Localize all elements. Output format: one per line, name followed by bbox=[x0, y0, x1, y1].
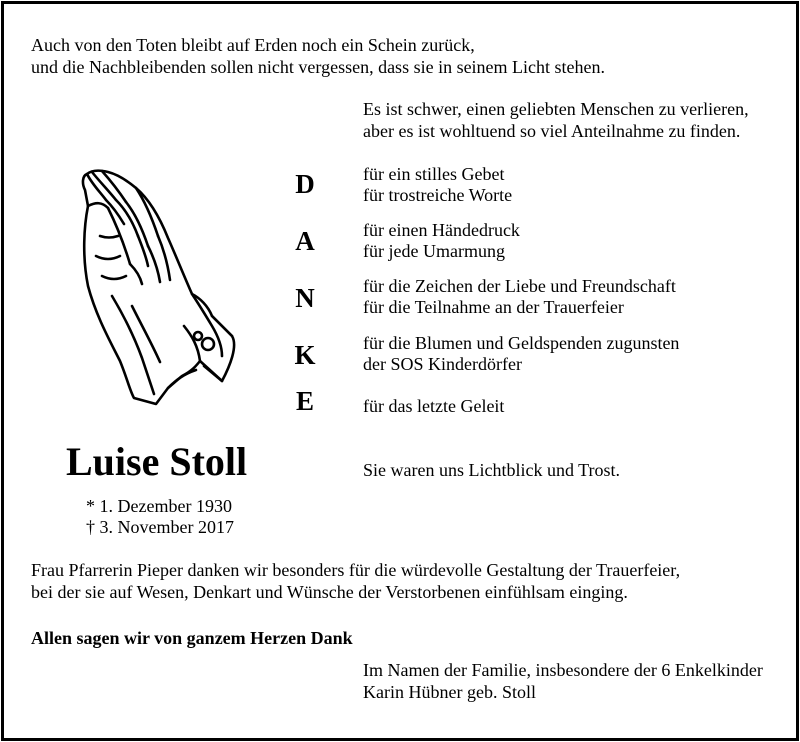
thanks-2-line-2: für jede Umarmung bbox=[363, 241, 505, 261]
danke-letter-e: E bbox=[295, 386, 314, 416]
danke-letter-d: D bbox=[295, 169, 315, 199]
birth-date: * 1. Dezember 1930 bbox=[86, 496, 232, 516]
thanks-5-line-1: für das letzte Geleit bbox=[363, 396, 505, 416]
deceased-name: Luise Stoll bbox=[66, 439, 248, 484]
danke-letter-a: A bbox=[295, 226, 315, 256]
danke-letter-k: K bbox=[294, 340, 316, 370]
danke-letter-n: N bbox=[295, 283, 315, 313]
thanks-3-line-1: für die Zeichen der Liebe und Freundschaft bbox=[363, 276, 676, 296]
quote-line-1: Es ist schwer, einen geliebten Menschen zu verlieren, bbox=[363, 99, 749, 119]
praying-hands-icon bbox=[72, 166, 242, 411]
pastor-line-1: Frau Pfarrerin Pieper danken wir besonders für die würdevolle Gestaltung der Trauerfeier, bbox=[31, 560, 681, 580]
thanks-3-line-2: für die Teilnahme an der Trauerfeier bbox=[363, 297, 624, 317]
pastor-line-2: bei der sie auf Wesen, Denkart und Wünsche der Verstorbenen einfühlsam einging. bbox=[31, 582, 628, 602]
thanks-4-line-2: der SOS Kinderdörfer bbox=[363, 354, 522, 374]
signature-line-2: Karin Hübner geb. Stoll bbox=[363, 682, 536, 702]
intro-line-2: und die Nachbleibenden sollen nicht vergessen, dass sie in seinem Licht stehen. bbox=[31, 57, 606, 77]
thanks-1-line-2: für trostreiche Worte bbox=[363, 185, 513, 205]
intro-line-1: Auch von den Toten bleibt auf Erden noch ein Schein zurück, bbox=[31, 35, 475, 55]
quote-line-2: aber es ist wohltuend so viel Anteilnahme zu finden. bbox=[363, 121, 741, 141]
signature-line-1: Im Namen der Familie, insbesondere der 6 Enkelkinder bbox=[363, 660, 763, 680]
closing-thanks: Allen sagen wir von ganzem Herzen Dank bbox=[31, 628, 353, 648]
thanks-2-line-1: für einen Händedruck bbox=[363, 220, 520, 240]
thanks-1-line-1: für ein stilles Gebet bbox=[363, 164, 505, 184]
lichtblick-text: Sie waren uns Lichtblick und Trost. bbox=[363, 460, 620, 480]
death-date: † 3. November 2017 bbox=[86, 517, 234, 537]
thanks-4-line-1: für die Blumen und Geldspenden zugunsten bbox=[363, 333, 680, 353]
